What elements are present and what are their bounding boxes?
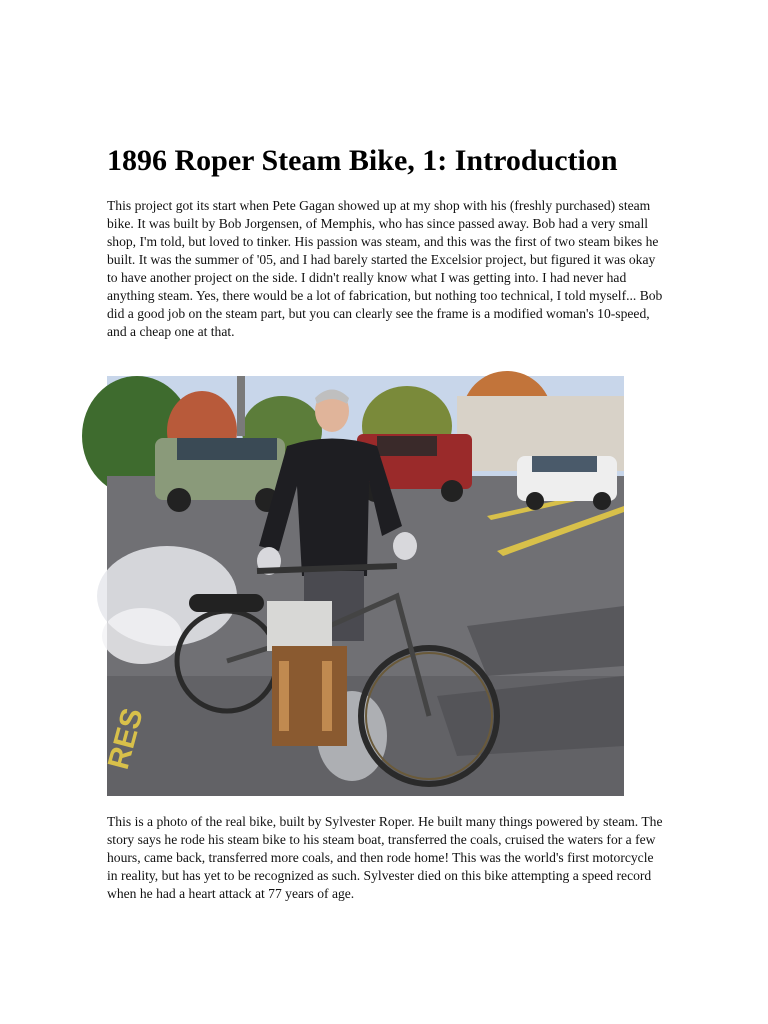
pavement-marking-text: RES bbox=[101, 704, 150, 773]
steam-bike-photo bbox=[101, 376, 624, 796]
photo-illustration bbox=[101, 376, 624, 796]
article-title: 1896 Roper Steam Bike, 1: Introduction bbox=[107, 144, 618, 177]
photo-caption-paragraph: This is a photo of the real bike, built by Sylvester Roper. He built many things powered by steam. The story says he rode his steam bike to his steam boat, transferred the coals, cruised the waters for a few hours, came back, transferred more coals, and then rode home! This was the world's first motorcycle in reality, but has yet to be recognized as such. Sylvester died on this bike attempting a speed record when he had a heart attack at 77 years of age. bbox=[107, 814, 663, 901]
intro-paragraph: This project got its start when Pete Gagan showed up at my shop with his (freshly purchased) steam bike. It was built by Bob Jorgensen, of Memphis, who has since passed away. Bob had a very small shop, I'm told, but loved to tinker. His passion was steam, and this was the first of two steam bikes he built. It was the summer of '05, and I had barely started the Excelsior project, but figured it was okay to have another project on the side. I didn't really know what I was getting into. I had never had anything steam. Yes, there would be a lot of fabrication, but nothing too technical, I told myself... Bob did a good job on the steam part, but you can clearly see the frame is a modified woman's 10-speed, and a cheap one at that. bbox=[107, 198, 663, 339]
